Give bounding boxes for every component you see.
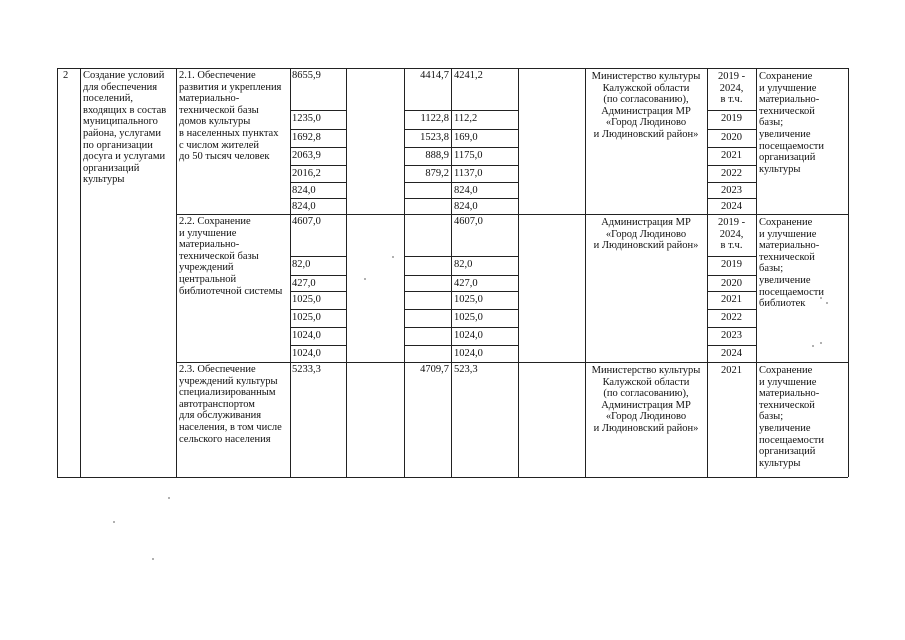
measure-name-line: для обслуживания [179, 410, 262, 422]
local-budget-value: 112,2 [454, 113, 478, 124]
result-line: базы; [759, 263, 784, 275]
year-label: 2019 [721, 259, 742, 270]
task-text-line: для обеспечения [83, 81, 158, 93]
result-line: базы; [759, 411, 784, 423]
total-value: 1025,0 [292, 312, 321, 323]
row-line [404, 165, 518, 166]
result-line: технической [759, 399, 815, 411]
task-text-line: Создание условий [83, 70, 165, 81]
row-line [404, 275, 518, 276]
year-label: 2021 [721, 365, 742, 376]
year-label: 2021 [721, 294, 742, 305]
local-budget-value: 1024,0 [454, 348, 483, 359]
year-row-line [707, 309, 756, 310]
result-line: материально- [759, 388, 820, 400]
task-text-line: входящих в состав [83, 104, 167, 116]
task-text-line: района, услугами [83, 128, 161, 139]
total-value: 5233,3 [292, 364, 321, 375]
executor-line: и Людиновский район» [593, 240, 699, 252]
local-budget-value: 523,3 [454, 364, 478, 375]
local-budget-value: 427,0 [454, 278, 478, 289]
result-line: увеличение [759, 423, 811, 434]
executor-line: (по согласованию), [603, 94, 689, 106]
measure-name-line: специализированным [179, 387, 276, 399]
table-top-border [57, 68, 848, 69]
row-line [290, 256, 346, 257]
budget-value: 1523,8 [420, 132, 449, 143]
measure-name-line: учреждений культуры [179, 375, 278, 387]
column-border [346, 68, 347, 477]
column-border [80, 68, 81, 477]
total-value: 824,0 [292, 185, 316, 196]
result-line: и улучшение [759, 82, 817, 94]
measure-name-line: в населенных пунктах [179, 128, 279, 139]
year-label: 2023 [721, 185, 742, 196]
year-row-line [707, 327, 756, 328]
executor-line: Калужской области [602, 376, 690, 388]
row-line [290, 198, 346, 199]
executor-line: Министерство культуры [591, 71, 701, 82]
measure-name-line: материально- [179, 239, 240, 251]
row-line [404, 345, 518, 346]
task-text-line: по организации [83, 139, 153, 151]
total-value: 8655,9 [292, 70, 321, 81]
budget-value: 4414,7 [420, 70, 449, 81]
local-budget-value: 4241,2 [454, 70, 483, 81]
period-line: 2019 - [717, 217, 746, 228]
year-label: 2020 [721, 278, 742, 289]
row-line [404, 309, 518, 310]
local-budget-value: 1024,0 [454, 330, 483, 341]
total-value: 1025,0 [292, 294, 321, 305]
column-border [176, 68, 177, 477]
result-line: Сохранение [759, 71, 813, 82]
column-border [756, 68, 757, 477]
executor-line: Администрация МР [601, 399, 691, 411]
block-separator [176, 362, 848, 363]
measure-name-line: технической базы [179, 104, 259, 116]
row-line [404, 256, 518, 257]
total-value: 427,0 [292, 278, 316, 289]
year-row-line [707, 291, 756, 292]
total-value: 2016,2 [292, 168, 321, 179]
result-line: базы; [759, 117, 784, 129]
row-line [290, 345, 346, 346]
measure-name-line: 2.2. Сохранение [179, 216, 251, 227]
result-line: технической [759, 251, 815, 263]
measure-name-line: центральной [179, 274, 237, 285]
local-budget-value: 1025,0 [454, 312, 483, 323]
period-line: 2024, [719, 228, 744, 240]
result-line: Сохранение [759, 217, 813, 228]
budget-value: 888,9 [425, 150, 449, 161]
measure-name-line: учреждений [179, 262, 234, 274]
period-line: 2019 - [717, 71, 746, 82]
year-label: 2020 [721, 132, 742, 143]
year-row-line [707, 165, 756, 166]
scan-speck [812, 345, 814, 347]
executor-line: Калужской области [602, 82, 690, 94]
year-row-line [707, 256, 756, 257]
result-line: и улучшение [759, 228, 817, 240]
total-value: 82,0 [292, 259, 311, 270]
row-line [404, 147, 518, 148]
period-line: в т.ч. [720, 94, 743, 106]
local-budget-value: 169,0 [454, 132, 478, 143]
executor-line: Администрация МР [601, 105, 691, 117]
year-label: 2023 [721, 330, 742, 341]
executor-line: (по согласованию), [603, 388, 689, 400]
result-line: материально- [759, 94, 820, 106]
task-text-line: культуры [83, 174, 125, 186]
local-budget-value: 1137,0 [454, 168, 483, 179]
measure-name-line: развития и укрепления [179, 81, 282, 93]
result-line: организаций [759, 446, 816, 458]
total-value: 1235,0 [292, 113, 321, 124]
period-line: 2024, [719, 82, 744, 94]
task-text-line: организаций [83, 162, 140, 174]
result-line: библиотек [759, 298, 806, 310]
local-budget-value: 824,0 [454, 201, 478, 212]
budget-value: 1122,8 [420, 113, 449, 124]
total-value: 824,0 [292, 201, 316, 212]
row-line [290, 129, 346, 130]
row-line [290, 275, 346, 276]
executor-line: «Город Людиново [605, 411, 687, 423]
budget-value: 4709,7 [420, 364, 449, 375]
executor-line: Администрация МР [601, 217, 691, 228]
result-line: Сохранение [759, 365, 813, 376]
year-row-line [707, 147, 756, 148]
table-bottom-border [57, 477, 848, 478]
local-budget-value: 82,0 [454, 259, 473, 270]
result-line: культуры [759, 457, 801, 469]
result-line: технической [759, 105, 815, 117]
measure-name-line: населения, в том числе [179, 422, 282, 433]
result-line: организаций [759, 152, 816, 164]
year-label: 2021 [721, 150, 742, 161]
year-label: 2022 [721, 312, 742, 323]
row-line [290, 165, 346, 166]
measure-name-line: материально- [179, 93, 240, 105]
local-budget-value: 824,0 [454, 185, 478, 196]
task-text-line: досуга и услугами [83, 151, 166, 163]
scan-speck [113, 521, 115, 523]
local-budget-value: 1025,0 [454, 294, 483, 305]
row-line [404, 198, 518, 199]
budget-value: 879,2 [425, 168, 449, 179]
task-text-line: муниципального [83, 116, 158, 128]
period-line: в т.ч. [720, 240, 743, 252]
measure-name-line: сельского населения [179, 433, 271, 445]
year-row-line [707, 110, 756, 111]
result-line: материально- [759, 240, 820, 252]
row-line [290, 309, 346, 310]
scan-speck [168, 497, 170, 499]
row-line [404, 327, 518, 328]
year-label: 2022 [721, 168, 742, 179]
scan-speck [392, 256, 394, 258]
total-value: 1692,8 [292, 132, 321, 143]
executor-line: «Город Людиново [605, 228, 687, 240]
measure-name-line: технической базы [179, 250, 259, 262]
result-line: увеличение [759, 129, 811, 140]
year-row-line [707, 345, 756, 346]
scan-speck [152, 558, 154, 560]
result-line: культуры [759, 163, 801, 175]
result-line: посещаемости [759, 140, 825, 152]
year-row-line [707, 182, 756, 183]
column-border [57, 68, 58, 477]
total-value: 4607,0 [292, 216, 321, 227]
measure-name-line: библиотечной системы [179, 285, 283, 297]
result-line: увеличение [759, 275, 811, 286]
row-line [290, 327, 346, 328]
total-value: 2063,9 [292, 150, 321, 161]
block-separator [176, 214, 848, 215]
total-value: 1024,0 [292, 330, 321, 341]
executor-line: «Город Людиново [605, 117, 687, 129]
row-line [404, 110, 518, 111]
task-text-line: поселений, [83, 93, 133, 105]
column-border [585, 68, 586, 477]
measure-name-line: с числом жителей [179, 139, 260, 151]
year-label: 2019 [721, 113, 742, 124]
measure-name-line: до 50 тысяч человек [179, 151, 270, 163]
result-line: и улучшение [759, 376, 817, 388]
row-line [290, 147, 346, 148]
scan-speck [364, 278, 366, 280]
measure-name-line: 2.3. Обеспечение [179, 364, 256, 375]
result-line: посещаемости [759, 286, 825, 298]
row-line [404, 182, 518, 183]
scan-speck [820, 342, 822, 344]
year-row-line [707, 198, 756, 199]
result-line: посещаемости [759, 434, 825, 446]
measure-name-line: 2.1. Обеспечение [179, 70, 256, 81]
row-line [404, 291, 518, 292]
year-label: 2024 [721, 201, 742, 212]
row-line [290, 110, 346, 111]
measure-name-line: автотранспортом [179, 398, 255, 410]
local-budget-value: 4607,0 [454, 216, 483, 227]
year-label: 2024 [721, 348, 742, 359]
column-border [518, 68, 519, 477]
executor-line: и Людиновский район» [593, 129, 699, 140]
local-budget-value: 1175,0 [454, 150, 483, 161]
measure-name-line: и улучшение [179, 227, 237, 239]
row-line [404, 129, 518, 130]
year-row-line [707, 129, 756, 130]
measure-name-line: домов культуры [179, 116, 251, 128]
row-line [290, 291, 346, 292]
row-number: 2 [63, 70, 69, 81]
row-line [290, 182, 346, 183]
executor-line: и Людиновский район» [593, 423, 699, 434]
year-row-line [707, 275, 756, 276]
executor-line: Министерство культуры [591, 365, 701, 376]
total-value: 1024,0 [292, 348, 321, 359]
